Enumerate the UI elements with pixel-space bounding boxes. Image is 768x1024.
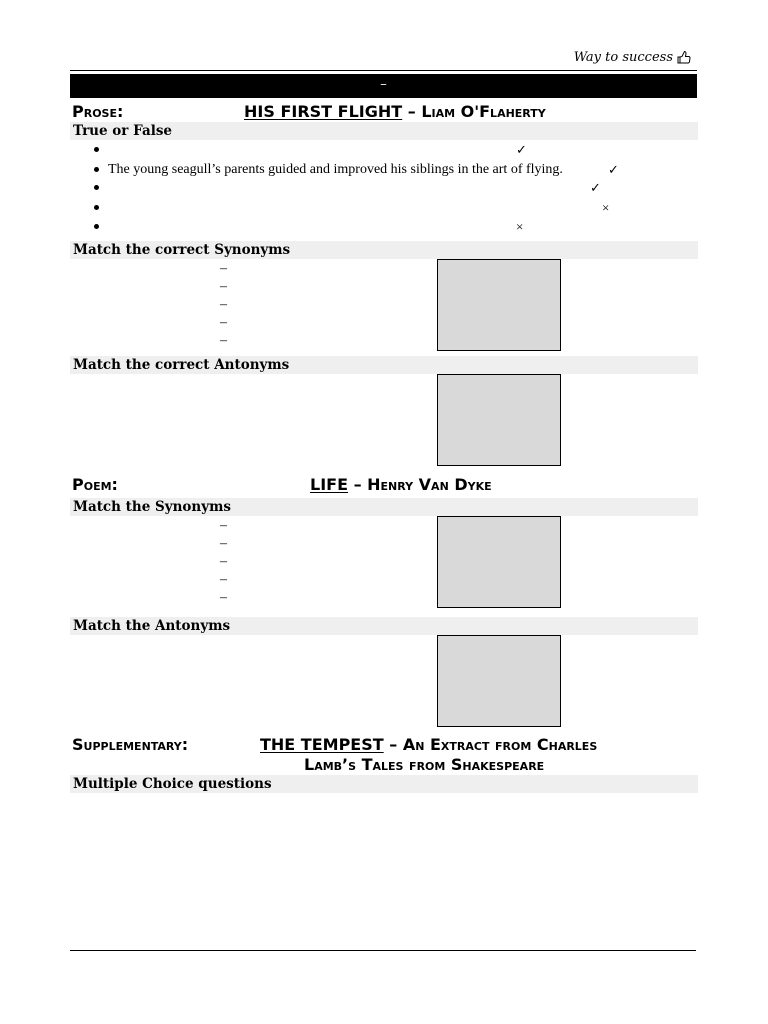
poem-label: Poem: [72,475,118,494]
prose-antonyms-heading: Match the correct Antonyms [70,356,698,374]
statement-text: The young seagull’s parents guided and improved his siblings in the art of flying. [108,162,563,177]
bullet-icon [94,224,99,229]
header-rule [70,70,697,71]
list-item: – [220,518,227,533]
poem-title-line [310,475,492,495]
list-item [94,160,654,179]
list-item: – [220,333,227,348]
footer-rule [70,950,696,951]
prose-synonym-list [220,260,227,350]
title-bar-text: – [380,77,387,92]
bullet-icon [94,147,99,152]
list-item [94,140,654,159]
bullet-icon [94,185,99,190]
check-icon: ✓ [516,142,527,157]
list-item: – [220,261,227,276]
prose-synonym-answer-box [437,259,561,351]
list-item [94,198,654,217]
list-item [94,217,654,236]
supplementary-subtitle-line1: An Extract from Charles [402,735,598,754]
supplementary-label: Supplementary: [72,735,189,754]
tagline [574,49,692,65]
cross-icon: × [516,219,524,234]
poem-title: LIFE [310,475,349,494]
list-item: – [220,590,227,605]
list-item: – [220,554,227,569]
supplementary-title: THE TEMPEST [260,735,384,754]
true-false-heading: True or False [70,122,698,140]
list-item [94,178,654,197]
poem-antonym-answer-box [437,635,561,727]
poem-author: Henry Van Dyke [367,475,492,494]
title-bar [70,74,697,98]
prose-title: HIS FIRST FLIGHT [244,102,403,121]
cross-icon: × [602,200,610,215]
supplementary-heading [72,735,698,777]
thumbs-up-icon [676,49,692,65]
prose-title-line [244,102,546,122]
prose-label: Prose: [72,102,124,121]
check-icon: ✓ [608,162,619,177]
prose-dash: – [402,102,422,121]
poem-synonym-list [220,517,227,607]
list-item: – [220,315,227,330]
check-icon: ✓ [590,180,601,195]
poem-synonyms-heading: Match the Synonyms [70,498,698,516]
list-item: – [220,572,227,587]
list-item: – [220,536,227,551]
poem-dash: – [348,475,368,494]
prose-author: Liam O'Flaherty [421,102,546,121]
list-item: – [220,297,227,312]
supplementary-title-line [260,735,597,755]
list-item: – [220,279,227,294]
bullet-icon [94,205,99,210]
supplementary-dash: – [383,735,403,754]
tagline-text: Way to success [573,49,673,65]
poem-synonym-answer-box [437,516,561,608]
bullet-icon [94,167,99,172]
prose-antonym-answer-box [437,374,561,466]
prose-synonyms-heading: Match the correct Synonyms [70,241,698,259]
poem-antonyms-heading: Match the Antonyms [70,617,698,635]
mcq-heading: Multiple Choice questions [70,775,698,793]
supplementary-subtitle-line2: Lamb’s Tales from Shakespeare [304,755,545,774]
